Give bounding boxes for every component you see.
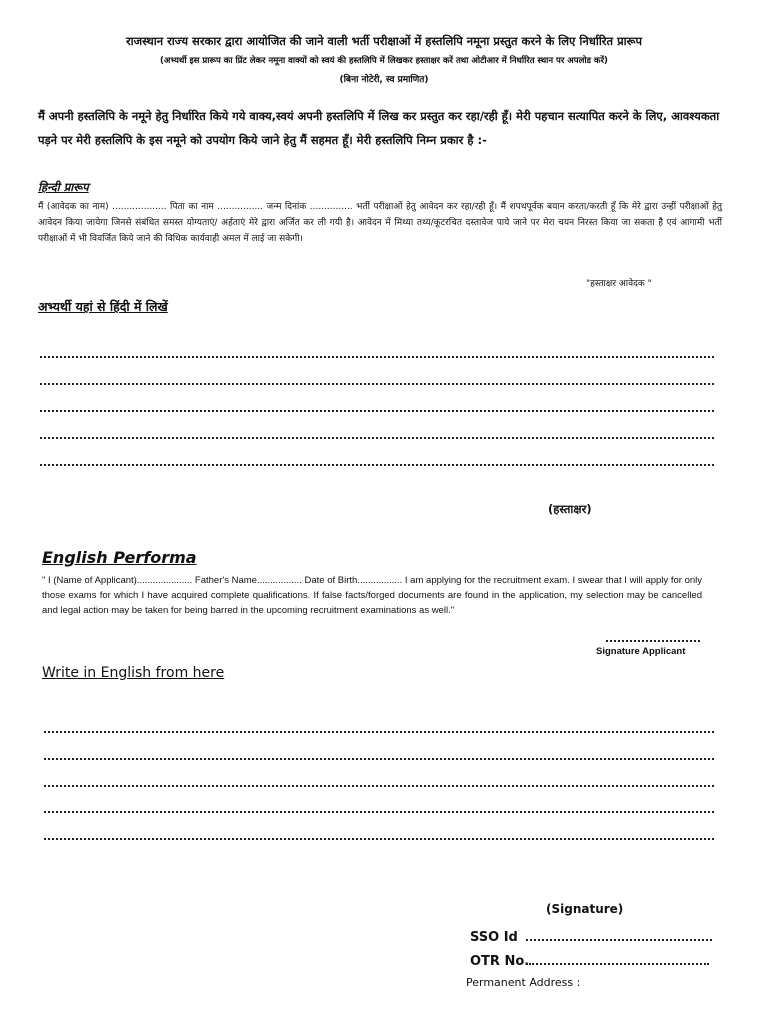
otr-no-input-line[interactable] xyxy=(529,955,709,965)
hindi-format-heading: हिन्दी प्रारूप xyxy=(38,180,89,194)
hindi-applicant-signature-label: "हस्ताक्षर आवेदक " xyxy=(586,279,652,289)
english-format-heading: English Performa xyxy=(42,548,197,567)
hindi-writing-line[interactable] xyxy=(40,383,714,385)
english-write-heading: Write in English from here xyxy=(42,665,225,681)
hindi-writing-line[interactable] xyxy=(40,410,714,412)
hindi-signature-label: (हस्ताक्षर) xyxy=(548,502,592,516)
sso-id-field xyxy=(470,930,712,945)
hindi-writing-line[interactable] xyxy=(40,437,714,439)
final-signature-label: (Signature) xyxy=(546,902,624,916)
english-signature-line[interactable] xyxy=(606,640,700,642)
english-format-text: " I (Name of Applicant)..................... Father's Name................. Date of Birth................. I am applying for the recruitment exam. I swear that I will apply for only those exams for which I have acquired complete qualifications. If false facts/forged documents are found in the application, my selection may be cancelled and legal action may be taken for being barred in the upcoming recruitment examinations as well." xyxy=(42,575,702,616)
hindi-format-text: मैं (आवेदक का नाम) ................... पिता का नाम ................ जन्म दिनांक ............... भर्ती परीक्षाओं हेतु आवेदन कर रहा/रही हूँ। मैं शपथपूर्वक बयान करता/करती हूँ कि मेरे द्वारा उन्हीं परीक्षाओं हेतु आवेदन किया जायेगा जिनसे संबंधित समस्त योग्यताएं/ अर्हताएं मेरे द्वारा अर्जित कर ली गयी है। आवेदन में मिथ्या तथ्य/कूटरचित दस्तावेज पाये जाने पर मेरा चयन निरस्त किया जा सकता है एवं आगामी भर्ती परीक्षाओं में भी विवर्जित किये जाने की विधिक कार्यवाही अमल में लाई जा सकेगी। xyxy=(38,202,722,244)
english-writing-line[interactable] xyxy=(44,811,714,813)
declaration-text: मैं अपनी हस्तलिपि के नमूने हेतु निर्धारित किये गये वाक्य,स्वयं अपनी हस्तलिपि में लिख कर प्रस्तुत कर रहा/रही हूँ। मेरी पहचान सत्यापित करने के लिए, आवश्यकता पड़ने पर मेरी हस्तलिपि के इस नमूने को उपयोग किये जाने हेतु मैं सहमत हूँ। मेरी हस्तलिपि निम्न प्रकार है :- xyxy=(38,109,720,147)
english-writing-line[interactable] xyxy=(44,838,714,840)
form-instructions: (अभ्यर्थी इस प्रारूप का प्रिंट लेकर नमूना वाक्यों को स्वयं की हस्तलिपि में लिखकर हस्ताक्षर करें तथा ओटीआर में निर्धारित स्थान पर अपलोड करें) xyxy=(160,56,608,66)
english-applicant-signature-label: Signature Applicant xyxy=(596,646,686,657)
english-writing-line[interactable] xyxy=(44,785,714,787)
form-note: (बिना नोटेरी, स्व प्रमाणित) xyxy=(339,75,429,85)
hindi-write-heading: अभ्यर्थी यहां से हिंदी में लिखें xyxy=(38,299,168,314)
sso-id-label: SSO Id xyxy=(470,930,518,945)
hindi-writing-line[interactable] xyxy=(40,356,714,358)
english-writing-line[interactable] xyxy=(44,731,714,733)
otr-no-label: OTR No. xyxy=(470,954,530,969)
otr-no-field xyxy=(470,954,709,969)
sso-id-input-line[interactable] xyxy=(526,931,712,941)
permanent-address-label: Permanent Address : xyxy=(466,976,581,989)
hindi-writing-line[interactable] xyxy=(40,464,714,466)
english-writing-line[interactable] xyxy=(44,758,714,760)
form-title: राजस्थान राज्य सरकार द्वारा आयोजित की जाने वाली भर्ती परीक्षाओं में हस्तलिपि नमूना प्रस्तुत करने के लिए निर्धारित प्रारूप xyxy=(125,34,643,48)
